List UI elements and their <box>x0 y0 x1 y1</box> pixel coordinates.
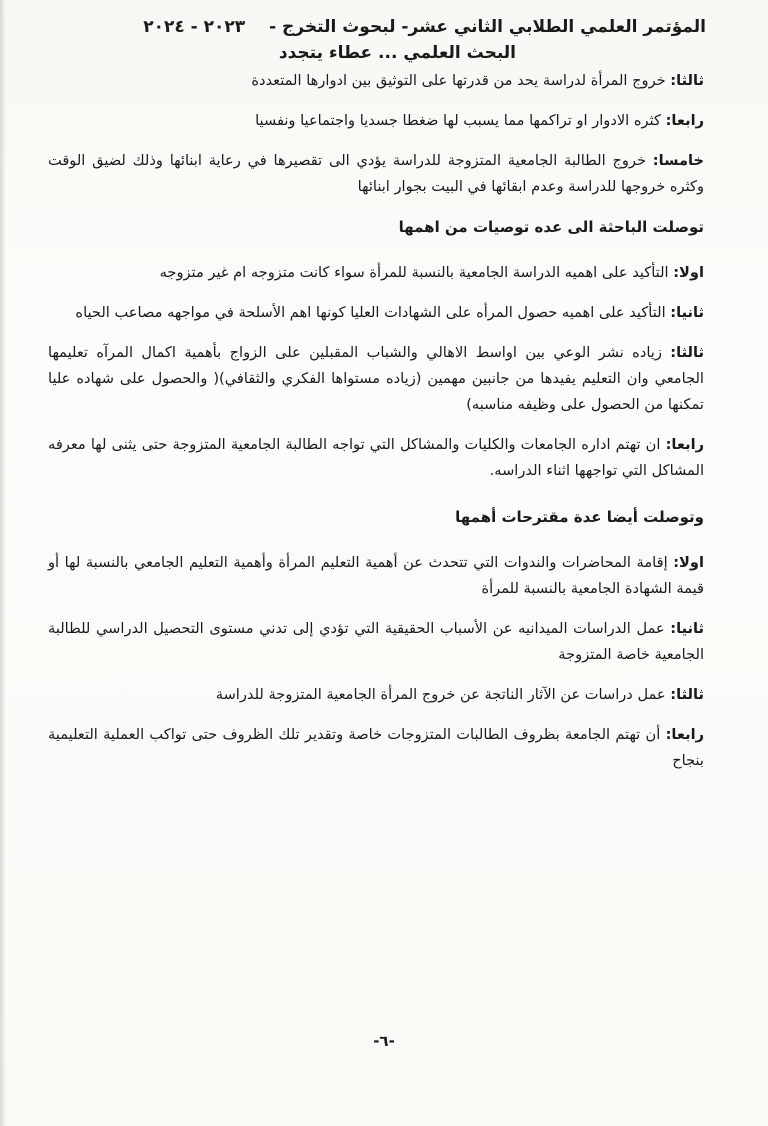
page-number: -٦- <box>373 1032 395 1050</box>
proposal-item-4 <box>48 722 704 774</box>
problem-item-4 <box>48 108 704 134</box>
item-lead: ثالثا: <box>670 686 704 703</box>
recommendation-item-1 <box>48 260 704 286</box>
proposal-item-1 <box>48 550 704 602</box>
recommendation-item-2 <box>48 300 704 326</box>
item-lead: ثانيا: <box>670 620 704 637</box>
item-text: خروج المرأة لدراسة يحد من قدرتها على التوثيق بين ادوارها المتعددة <box>251 72 671 89</box>
proposal-item-3 <box>48 682 704 708</box>
item-lead: رابعا: <box>665 112 704 129</box>
item-text: كثره الادوار او تراكمها مما يسبب لها ضغطا جسديا واجتماعيا ونفسيا <box>255 112 666 129</box>
conference-header <box>48 14 704 66</box>
header-years: ٢٠٢٣ - ٢٠٢٤ <box>143 17 246 37</box>
item-lead: ثالثا: <box>670 344 704 361</box>
item-text: عمل دراسات عن الآثار الناتجة عن خروج المرأة الجامعية المتزوجة للدراسة <box>215 686 671 703</box>
item-lead: خامسا: <box>652 152 704 169</box>
recommendation-item-4 <box>48 432 704 484</box>
item-text: عمل الدراسات الميدانيه عن الأسباب الحقيقية التي تؤدي إلى تدني مستوى التحصيل الدراسي للطالبة الجامعية خاصة المتزوجة <box>48 620 704 663</box>
header-line-1 <box>48 14 706 40</box>
item-lead: رابعا: <box>665 436 704 453</box>
item-lead: اولا: <box>673 554 704 571</box>
page-edge-shadow <box>0 0 5 1126</box>
header-title: المؤتمر العلمي الطلابي الثاني عشر- لبحوث التخرج - <box>269 17 706 37</box>
item-text: التأكيد على اهميه الدراسة الجامعية بالنسبة للمرأة سواء كانت متزوجه ام غير متزوجه <box>159 264 674 281</box>
item-lead: رابعا: <box>665 726 704 743</box>
item-text: ان تهتم اداره الجامعات والكليات والمشاكل التي تواجه الطالبة الجامعية المتزوجة حتى يثنى لها معرفه المشاكل التي تواجهها اثناء الدراسه. <box>48 436 704 479</box>
item-lead: اولا: <box>673 264 704 281</box>
header-slogan: البحث العلمي ... عطاء يتجدد <box>278 43 516 63</box>
problem-item-3 <box>48 68 704 94</box>
item-text: إقامة المحاضرات والندوات التي تتحدث عن أهمية التعليم المرأة وأهمية التعليم الجامعي بالنسبة لها أو قيمة الشهادة الجامعية بالنسبة للمرأة <box>48 554 704 597</box>
proposal-item-2 <box>48 616 704 668</box>
recommendation-item-3 <box>48 340 704 418</box>
item-text: خروج الطالبة الجامعية المتزوجة للدراسة يؤدي الى تقصيرها في رعاية ابنائها وذلك لضيق الوقت وكثره خروجها للدراسة وعدم ابقائها في البيت بجوار ابنائها <box>48 152 704 195</box>
item-text: التأكيد على اهميه حصول المرأه على الشهادات العليا كونها اهم الأسلحة في مواجهه مصاعب الحياه <box>75 304 671 321</box>
problem-item-5 <box>48 148 704 200</box>
proposals-heading: وتوصلت أيضا عدة مقترحات أهمها <box>455 508 704 526</box>
recommendations-heading: توصلت الباحثة الى عده توصيات من اهمها <box>398 218 704 236</box>
item-lead: ثالثا: <box>670 72 704 89</box>
item-text: أن تهتم الجامعة بظروف الطالبات المتزوجات خاصة وتقدير تلك الظروف حتى تواكب العملية التعليمية بنجاح <box>48 726 704 769</box>
item-lead: ثانيا: <box>670 304 704 321</box>
item-text: زياده نشر الوعي بين اواسط الاهالي والشباب المقبلين على الزواج بأهمية اكمال المرآه تعليمها الجامعي وان التعليم يفيدها من جانبين مهمين (زياده مستواها الفكري والثقافي)( والحصول على شهاده عليا تمكنها من الحصول على وظيفه مناسبه) <box>48 344 704 413</box>
